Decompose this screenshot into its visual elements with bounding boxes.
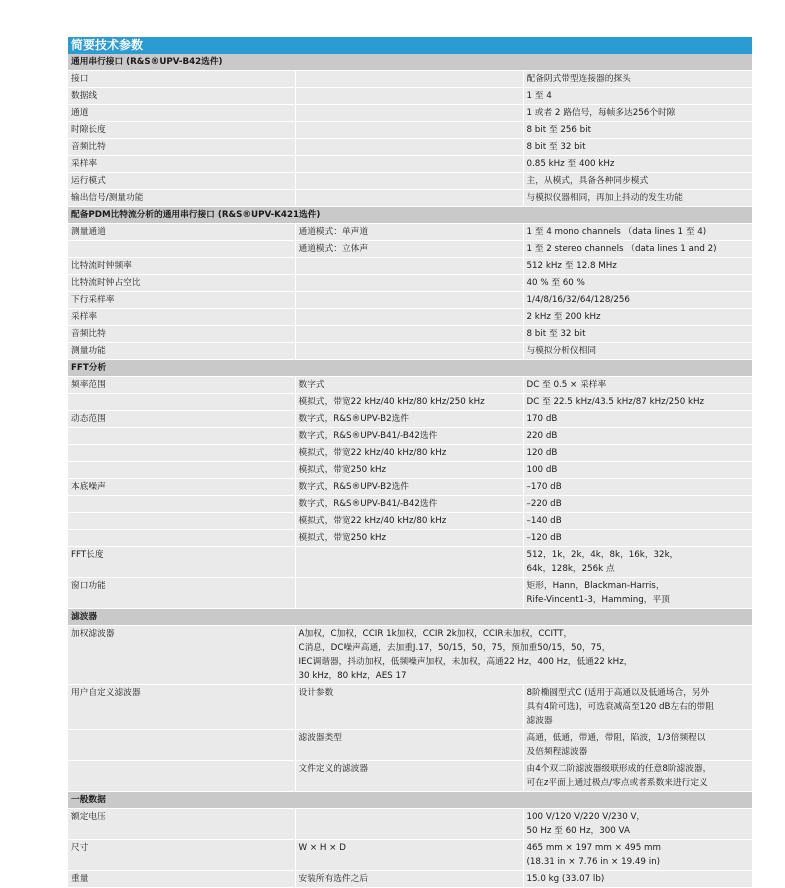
spec-value: 1 至 4	[523, 88, 752, 105]
spec-label: 通道	[68, 105, 295, 122]
spec-condition	[295, 156, 523, 173]
spec-row	[68, 190, 752, 207]
spec-condition: 模拟式，带宽250 kHz	[295, 530, 523, 547]
spec-condition: 通道模式：单声道	[295, 224, 523, 241]
section-header	[68, 792, 752, 809]
spec-row	[68, 224, 752, 241]
spec-label: 额定电压	[68, 809, 295, 840]
spec-row	[68, 258, 752, 275]
spec-label: 本底噪声	[68, 479, 295, 496]
spec-label: 测量通道	[68, 224, 295, 241]
spec-label: 动态范围	[68, 411, 295, 428]
spec-label: 音频比特	[68, 326, 295, 343]
spec-sheet	[68, 37, 752, 888]
spec-condition	[295, 71, 523, 88]
spec-condition: 模拟式，带宽22 kHz/40 kHz/80 kHz	[295, 445, 523, 462]
section-header	[68, 609, 752, 626]
spec-condition: 文件定义的滤波器	[295, 761, 523, 792]
spec-value: 8 bit 至 32 bit	[523, 326, 752, 343]
spec-row	[68, 462, 752, 479]
spec-label	[68, 530, 295, 547]
spec-value: 15.0 kg (33.07 lb)	[523, 871, 752, 888]
spec-row	[68, 685, 752, 730]
spec-condition	[295, 343, 523, 360]
spec-row	[68, 626, 752, 685]
spec-value: 8 bit 至 256 bit	[523, 122, 752, 139]
section-header	[68, 54, 752, 71]
spec-row	[68, 496, 752, 513]
spec-value: 1 至 4 mono channels （data lines 1 至 4)	[523, 224, 752, 241]
spec-value: –120 dB	[523, 530, 752, 547]
spec-value: 配备阴式带型连接器的探头	[523, 71, 752, 88]
section-header	[68, 207, 752, 224]
spec-condition: 模拟式，带宽250 kHz	[295, 462, 523, 479]
spec-value: 2 kHz 至 200 kHz	[523, 309, 752, 326]
spec-condition	[295, 122, 523, 139]
spec-row	[68, 292, 752, 309]
spec-value: 高通，低通，带通，带阻，陷波，1/3倍频程以 及倍频程滤波器	[523, 730, 752, 761]
spec-value: 矩形，Hann，Blackman-Harris， Rife-Vincent1-3，Hamming，平顶	[523, 578, 752, 609]
spec-value: –220 dB	[523, 496, 752, 513]
section-title: 一般数据	[68, 792, 752, 809]
spec-label: 测量功能	[68, 343, 295, 360]
spec-condition	[295, 139, 523, 156]
spec-label: 时隙长度	[68, 122, 295, 139]
spec-row	[68, 479, 752, 496]
page-title: 简要技术参数	[68, 37, 752, 54]
spec-row	[68, 139, 752, 156]
spec-value: 120 dB	[523, 445, 752, 462]
spec-label: 音频比特	[68, 139, 295, 156]
spec-value: A加权，C加权，CCIR 1k加权，CCIR 2k加权，CCIR未加权，CCITT， C消息，DC噪声高通，去加重J.17，50/15，50，75，预加重50/15，50，75， IEC调谐器，抖动加权，低频噪声加权，未加权，高通22 Hz，400 Hz，低通22 kHz， 30 kHz，80 kHz，AES 17	[295, 626, 752, 685]
spec-label: 比特流时钟频率	[68, 258, 295, 275]
spec-condition	[295, 258, 523, 275]
spec-value: 与模拟仪器相同，再加上抖动的发生功能	[523, 190, 752, 207]
spec-value: DC 至 0.5 × 采样率	[523, 377, 752, 394]
spec-value: 220 dB	[523, 428, 752, 445]
spec-row	[68, 411, 752, 428]
spec-condition	[295, 809, 523, 840]
spec-row	[68, 530, 752, 547]
spec-label	[68, 496, 295, 513]
spec-label: 重量	[68, 871, 295, 888]
spec-condition	[295, 105, 523, 122]
spec-value: 主，从模式，具备各种同步模式	[523, 173, 752, 190]
spec-value: 1/4/8/16/32/64/128/256	[523, 292, 752, 309]
spec-condition: 数字式，R&S®UPV-B2选件	[295, 411, 523, 428]
spec-condition: 通道模式：立体声	[295, 241, 523, 258]
section-title: FFT分析	[68, 360, 752, 377]
spec-label: 接口	[68, 71, 295, 88]
spec-table	[68, 54, 753, 888]
spec-label: 频率范围	[68, 377, 295, 394]
spec-label: 比特流时钟占空比	[68, 275, 295, 292]
spec-row	[68, 578, 752, 609]
spec-condition	[295, 547, 523, 578]
spec-row	[68, 761, 752, 792]
spec-condition	[295, 190, 523, 207]
spec-value: 与模拟分析仪相同	[523, 343, 752, 360]
spec-label: 输出信号/测量功能	[68, 190, 295, 207]
spec-row	[68, 394, 752, 411]
spec-label	[68, 730, 295, 761]
spec-row	[68, 71, 752, 88]
spec-label: 用户自定义滤波器	[68, 685, 295, 730]
spec-condition: 滤波器类型	[295, 730, 523, 761]
spec-row	[68, 871, 752, 888]
spec-condition: W × H × D	[295, 840, 523, 871]
spec-row	[68, 730, 752, 761]
spec-value: 8 bit 至 32 bit	[523, 139, 752, 156]
spec-condition	[295, 88, 523, 105]
spec-value: 465 mm × 197 mm × 495 mm (18.31 in × 7.76 in × 19.49 in)	[523, 840, 752, 871]
spec-value: 512，1k，2k，4k，8k，16k，32k， 64k，128k，256k 点	[523, 547, 752, 578]
spec-row	[68, 122, 752, 139]
spec-label: 运行模式	[68, 173, 295, 190]
spec-value: –170 dB	[523, 479, 752, 496]
spec-row	[68, 241, 752, 258]
spec-label	[68, 394, 295, 411]
spec-label: 采样率	[68, 309, 295, 326]
spec-label: 窗口功能	[68, 578, 295, 609]
spec-row	[68, 275, 752, 292]
spec-value: 100 V/120 V/220 V/230 V， 50 Hz 至 60 Hz，300 VA	[523, 809, 752, 840]
spec-label	[68, 462, 295, 479]
spec-row	[68, 513, 752, 530]
spec-value: DC 至 22.5 kHz/43.5 kHz/87 kHz/250 kHz	[523, 394, 752, 411]
spec-condition: 数字式	[295, 377, 523, 394]
spec-value: 0.85 kHz 至 400 kHz	[523, 156, 752, 173]
spec-value: 由4个双二阶滤波器级联形成的任意8阶滤波器， 可在z平面上通过极点/零点或者系数来进行定义	[523, 761, 752, 792]
spec-row	[68, 809, 752, 840]
spec-value: 100 dB	[523, 462, 752, 479]
spec-condition	[295, 578, 523, 609]
spec-row	[68, 445, 752, 462]
spec-value: 8阶椭圆型式C (适用于高通以及低通场合，另外 具有4阶可选)，可选衰减高至120 dB左右的带阻 滤波器	[523, 685, 752, 730]
spec-value: 1 或者 2 路信号，每帧多达256个时隙	[523, 105, 752, 122]
spec-label: 加权滤波器	[68, 626, 295, 685]
spec-condition: 模拟式，带宽22 kHz/40 kHz/80 kHz	[295, 513, 523, 530]
spec-condition: 设计参数	[295, 685, 523, 730]
spec-row	[68, 173, 752, 190]
spec-label: 尺寸	[68, 840, 295, 871]
spec-condition: 数字式，R&S®UPV-B41/-B42选件	[295, 428, 523, 445]
section-title: 滤波器	[68, 609, 752, 626]
spec-row	[68, 840, 752, 871]
spec-label: 采样率	[68, 156, 295, 173]
spec-condition: 安装所有选件之后	[295, 871, 523, 888]
spec-condition	[295, 275, 523, 292]
spec-label	[68, 445, 295, 462]
spec-row	[68, 105, 752, 122]
spec-value: 1 至 2 stereo channels （data lines 1 and 2)	[523, 241, 752, 258]
spec-value: 170 dB	[523, 411, 752, 428]
section-title: 配备PDM比特流分析的通用串行接口 (R&S®UPV-K421选件)	[68, 207, 752, 224]
spec-condition	[295, 326, 523, 343]
spec-condition: 模拟式，带宽22 kHz/40 kHz/80 kHz/250 kHz	[295, 394, 523, 411]
spec-condition: 数字式，R&S®UPV-B41/-B42选件	[295, 496, 523, 513]
spec-condition: 数字式，R&S®UPV-B2选件	[295, 479, 523, 496]
spec-label	[68, 428, 295, 445]
section-header	[68, 360, 752, 377]
spec-condition	[295, 309, 523, 326]
spec-label: FFT长度	[68, 547, 295, 578]
spec-label: 数据线	[68, 88, 295, 105]
spec-row	[68, 88, 752, 105]
spec-condition	[295, 173, 523, 190]
spec-row	[68, 156, 752, 173]
spec-row	[68, 309, 752, 326]
spec-label	[68, 241, 295, 258]
spec-row	[68, 547, 752, 578]
spec-row	[68, 428, 752, 445]
section-title: 通用串行接口 (R&S®UPV-B42选件)	[68, 54, 752, 71]
spec-label	[68, 513, 295, 530]
spec-row	[68, 326, 752, 343]
spec-label	[68, 761, 295, 792]
spec-value: 512 kHz 至 12.8 MHz	[523, 258, 752, 275]
spec-label: 下行采样率	[68, 292, 295, 309]
spec-row	[68, 377, 752, 394]
spec-condition	[295, 292, 523, 309]
spec-value: 40 % 至 60 %	[523, 275, 752, 292]
spec-row	[68, 343, 752, 360]
spec-value: –140 dB	[523, 513, 752, 530]
